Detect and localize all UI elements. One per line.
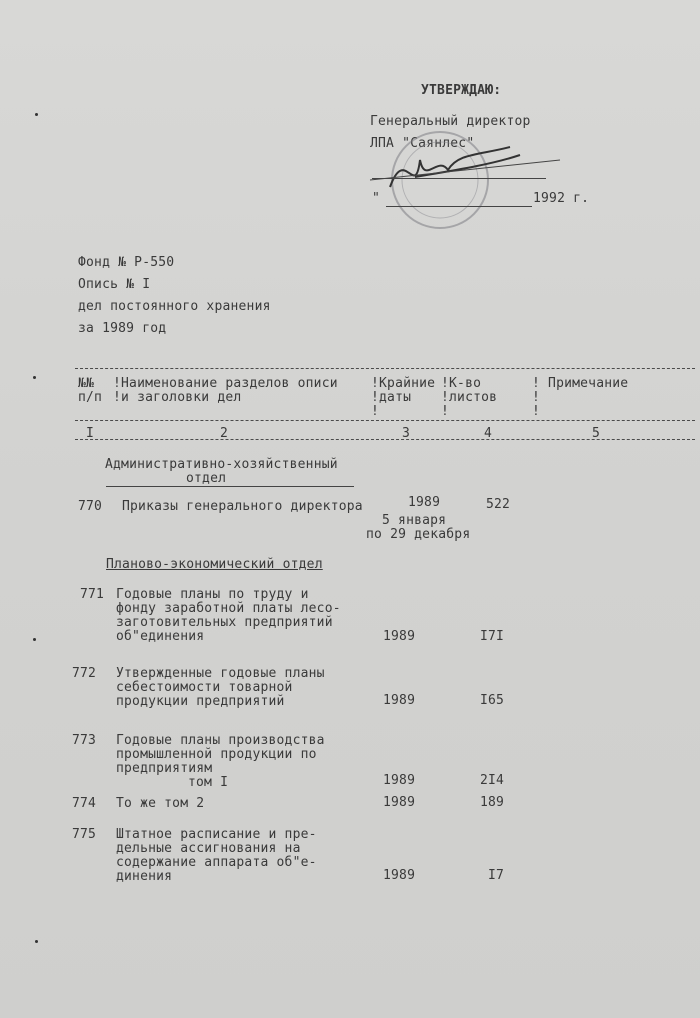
margin-dot: [33, 376, 36, 379]
row-773-text-3: предприятиям: [116, 761, 213, 776]
row-770-no: 770: [78, 499, 103, 514]
approval-date-quote: ": [372, 191, 381, 206]
fund-year: за 1989 год: [78, 321, 167, 336]
row-771-text-2: фонду заработной платы лесо-: [116, 601, 341, 616]
header-col3-line2: !даты: [371, 390, 412, 405]
section-title-line2: отдел: [186, 471, 227, 486]
table-top-rule: [75, 368, 695, 369]
row-772-text-2: себестоимости товарной: [116, 680, 293, 695]
header-col4-line3: !: [441, 404, 450, 419]
row-770-text: Приказы генерального директора: [122, 499, 363, 514]
header-col1-line2: п/п: [78, 390, 103, 405]
row-773-date: 1989: [383, 773, 416, 788]
header-col2-line2: !и заголовки дел: [113, 390, 242, 405]
col-number-3: 3: [402, 426, 411, 441]
header-col3-line3: !: [371, 404, 380, 419]
row-775-date: 1989: [383, 868, 416, 883]
margin-dot: [35, 113, 38, 116]
row-772-text-1: Утвержденные годовые планы: [116, 666, 325, 681]
row-775-text-2: дельные ассигнования на: [116, 841, 301, 856]
row-775-text-4: динения: [116, 869, 173, 884]
section-title: Планово-экономический отдел: [106, 557, 323, 572]
row-774-date: 1989: [383, 795, 416, 810]
row-774-text: То же том 2: [116, 796, 205, 811]
row-771-date: 1989: [383, 629, 416, 644]
header-col4-line1: !К-во: [441, 376, 482, 391]
margin-dot: [33, 638, 36, 641]
approval-position: Генеральный директор: [370, 114, 531, 129]
row-772-date: 1989: [383, 693, 416, 708]
inventory-number: Опись № I: [78, 277, 151, 292]
row-770-date-year: 1989: [408, 495, 441, 510]
row-774-no: 774: [72, 796, 97, 811]
row-770-date-to: по 29 декабря: [366, 527, 471, 542]
approval-heading: УТВЕРЖДАЮ:: [421, 83, 502, 98]
date-underline: [386, 206, 532, 207]
header-mid-rule: [75, 420, 695, 421]
section-title-line1: Административно-хозяйственный: [105, 457, 338, 472]
header-col3-line1: !Крайние: [371, 376, 436, 391]
approval-organization: ЛПА "Саянлес": [370, 136, 475, 151]
row-775-text-3: содержание аппарата об"е-: [116, 855, 317, 870]
header-col5-line2: !: [532, 390, 541, 405]
row-774-sheets: 189: [480, 795, 505, 810]
col-number-5: 5: [592, 426, 601, 441]
row-771-no: 771: [80, 587, 105, 602]
fund-number: Фонд № Р-550: [78, 255, 175, 270]
row-772-text-3: продукции предприятий: [116, 694, 285, 709]
header-col5-line1: ! Примечание: [532, 376, 629, 391]
row-771-text-3: заготовительных предприятий: [116, 615, 333, 630]
row-772-sheets: I65: [480, 693, 505, 708]
row-773-text-4: том I: [188, 775, 229, 790]
header-col4-line2: !листов: [441, 390, 498, 405]
col-number-4: 4: [484, 426, 493, 441]
margin-dot: [35, 940, 38, 943]
row-773-text-2: промышленной продукции по: [116, 747, 317, 762]
header-col1-line1: №№: [78, 376, 95, 391]
row-773-sheets: 2I4: [480, 773, 505, 788]
col-number-1: I: [86, 426, 95, 441]
signature-seal-image: [360, 125, 580, 240]
row-771-text-4: об"единения: [116, 629, 205, 644]
row-773-no: 773: [72, 733, 97, 748]
row-772-no: 772: [72, 666, 97, 681]
row-773-text-1: Годовые планы производства: [116, 733, 325, 748]
header-col2-line1: !Наименование разделов описи: [113, 376, 338, 391]
row-775-sheets: I7: [488, 868, 505, 883]
row-770-sheets: 522: [486, 497, 511, 512]
header-col5-line3: !: [532, 404, 541, 419]
row-771-text-1: Годовые планы по труду и: [116, 587, 309, 602]
row-771-sheets: I7I: [480, 629, 505, 644]
section-title-underline: [106, 486, 354, 487]
approval-date-year: 1992 г.: [533, 191, 590, 206]
col-number-2: 2: [220, 426, 229, 441]
row-775-text-1: Штатное расписание и пре-: [116, 827, 317, 842]
signature-underline: [372, 178, 546, 179]
row-770-date-from: 5 января: [382, 513, 447, 528]
seal-outer-ring: [392, 132, 488, 228]
signature-line: [370, 160, 560, 180]
signature-stroke: [390, 147, 520, 187]
header-bottom-rule: [75, 439, 695, 440]
row-775-no: 775: [72, 827, 97, 842]
storage-kind: дел постоянного хранения: [78, 299, 271, 314]
